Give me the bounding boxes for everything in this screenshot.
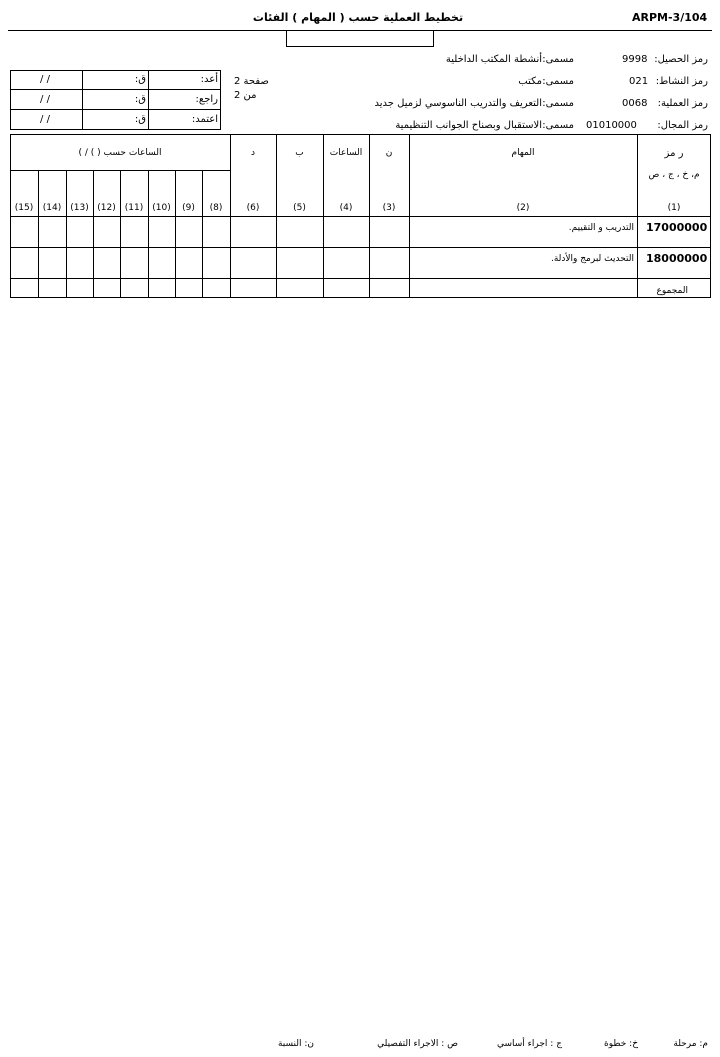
info-label: رمز الحصيل: (654, 54, 708, 65)
col-rule (66, 170, 67, 298)
info-name: مكتب (518, 76, 542, 87)
approvals-divider (10, 89, 221, 90)
legend-item: ج : اجراء أساسي (496, 1039, 562, 1049)
row-task: التحديث لبرمج والأدلة. (550, 254, 634, 264)
total-label: المجموع (656, 286, 688, 296)
info-name-label: مسمى: (542, 98, 574, 109)
col-number: (2) (516, 203, 530, 213)
header-stub-box (286, 30, 434, 47)
approval-role: أعد: (200, 74, 218, 85)
approval-role: راجع: (195, 94, 218, 105)
legend-item: ص : الاجراء التفصيلي (377, 1039, 458, 1049)
approval-role: اعتمد: (191, 114, 218, 125)
approvals-divider (148, 70, 149, 130)
col-rule (38, 170, 39, 298)
header-d: د (250, 148, 255, 158)
col-number: (6) (246, 203, 260, 213)
approvals-divider (82, 70, 83, 130)
col-rule (202, 170, 203, 298)
info-label: رمز العملية: (657, 98, 708, 109)
legend-item: م: مرحلة (673, 1039, 708, 1049)
col-rule (175, 170, 176, 298)
page-number: صفحة 2 (234, 76, 269, 87)
col-number: (12) (97, 203, 116, 213)
col-number: (15) (14, 203, 34, 213)
approval-sig: ق: (134, 94, 146, 105)
legend-item: خ: خطوة (603, 1039, 638, 1049)
info-name: أنشطة المكتب الداخلية (445, 54, 542, 65)
approval-date: / / (40, 94, 50, 105)
legend-item: ن: النسبة (277, 1039, 314, 1049)
row-rule (10, 278, 711, 279)
header-hours: الساعات (329, 148, 363, 158)
info-name-label: مسمى: (542, 76, 574, 87)
approval-date: / / (40, 74, 50, 85)
header-n: ن (385, 148, 393, 158)
info-label: رمز النشاط: (655, 76, 708, 87)
header-b: ب (295, 148, 304, 158)
info-name: الاستقبال وبصناح الجوانب التنظيمية (395, 120, 542, 131)
form-code: ARPM-3/104 (632, 11, 708, 24)
col-number: (1) (667, 203, 681, 213)
approval-sig: ق: (134, 74, 146, 85)
col-rule (120, 170, 121, 298)
approval-date: / / (40, 114, 50, 125)
row-rule (10, 247, 711, 248)
col-number: (5) (293, 203, 306, 213)
col-number: (13) (70, 203, 89, 213)
header-hours-by: الساعات حسب ( ) / ) (78, 148, 162, 158)
page-title: تخطيط العملية حسب ( المهام ) الفئات (252, 11, 464, 24)
info-code: 021 (629, 76, 649, 87)
approval-sig: ق: (134, 114, 146, 125)
col-number: (9) (182, 203, 195, 213)
header-code: ر مز (664, 148, 684, 159)
col-number: (14) (42, 203, 62, 213)
row-task: التدريب و التقييم. (568, 223, 634, 233)
col-number: (11) (124, 203, 144, 213)
col-number: (3) (382, 203, 396, 213)
header-tasks: المهام (511, 148, 535, 158)
header-code-sub: م، خ ، ج ، ص (648, 170, 700, 180)
approvals-divider (10, 109, 221, 110)
page-total: من 2 (234, 90, 257, 101)
col-number: (4) (339, 203, 353, 213)
row-rule (10, 216, 711, 217)
row-code: 18000000 (646, 252, 708, 265)
info-name: التعريف والتدريب الناسوسي لزميل جديد (374, 98, 542, 109)
info-name-label: مسمى: (542, 120, 574, 131)
info-code: 01010000 (586, 120, 637, 131)
col-rule (148, 170, 149, 298)
info-label: رمز المجال: (657, 120, 708, 131)
row-code: 17000000 (646, 221, 708, 234)
info-name-label: مسمى: (542, 54, 574, 65)
col-number: (8) (209, 203, 223, 213)
info-code: 0068 (622, 98, 648, 109)
col-number: (10) (152, 203, 171, 213)
col-rule (93, 170, 94, 298)
info-code: 9998 (622, 54, 648, 65)
